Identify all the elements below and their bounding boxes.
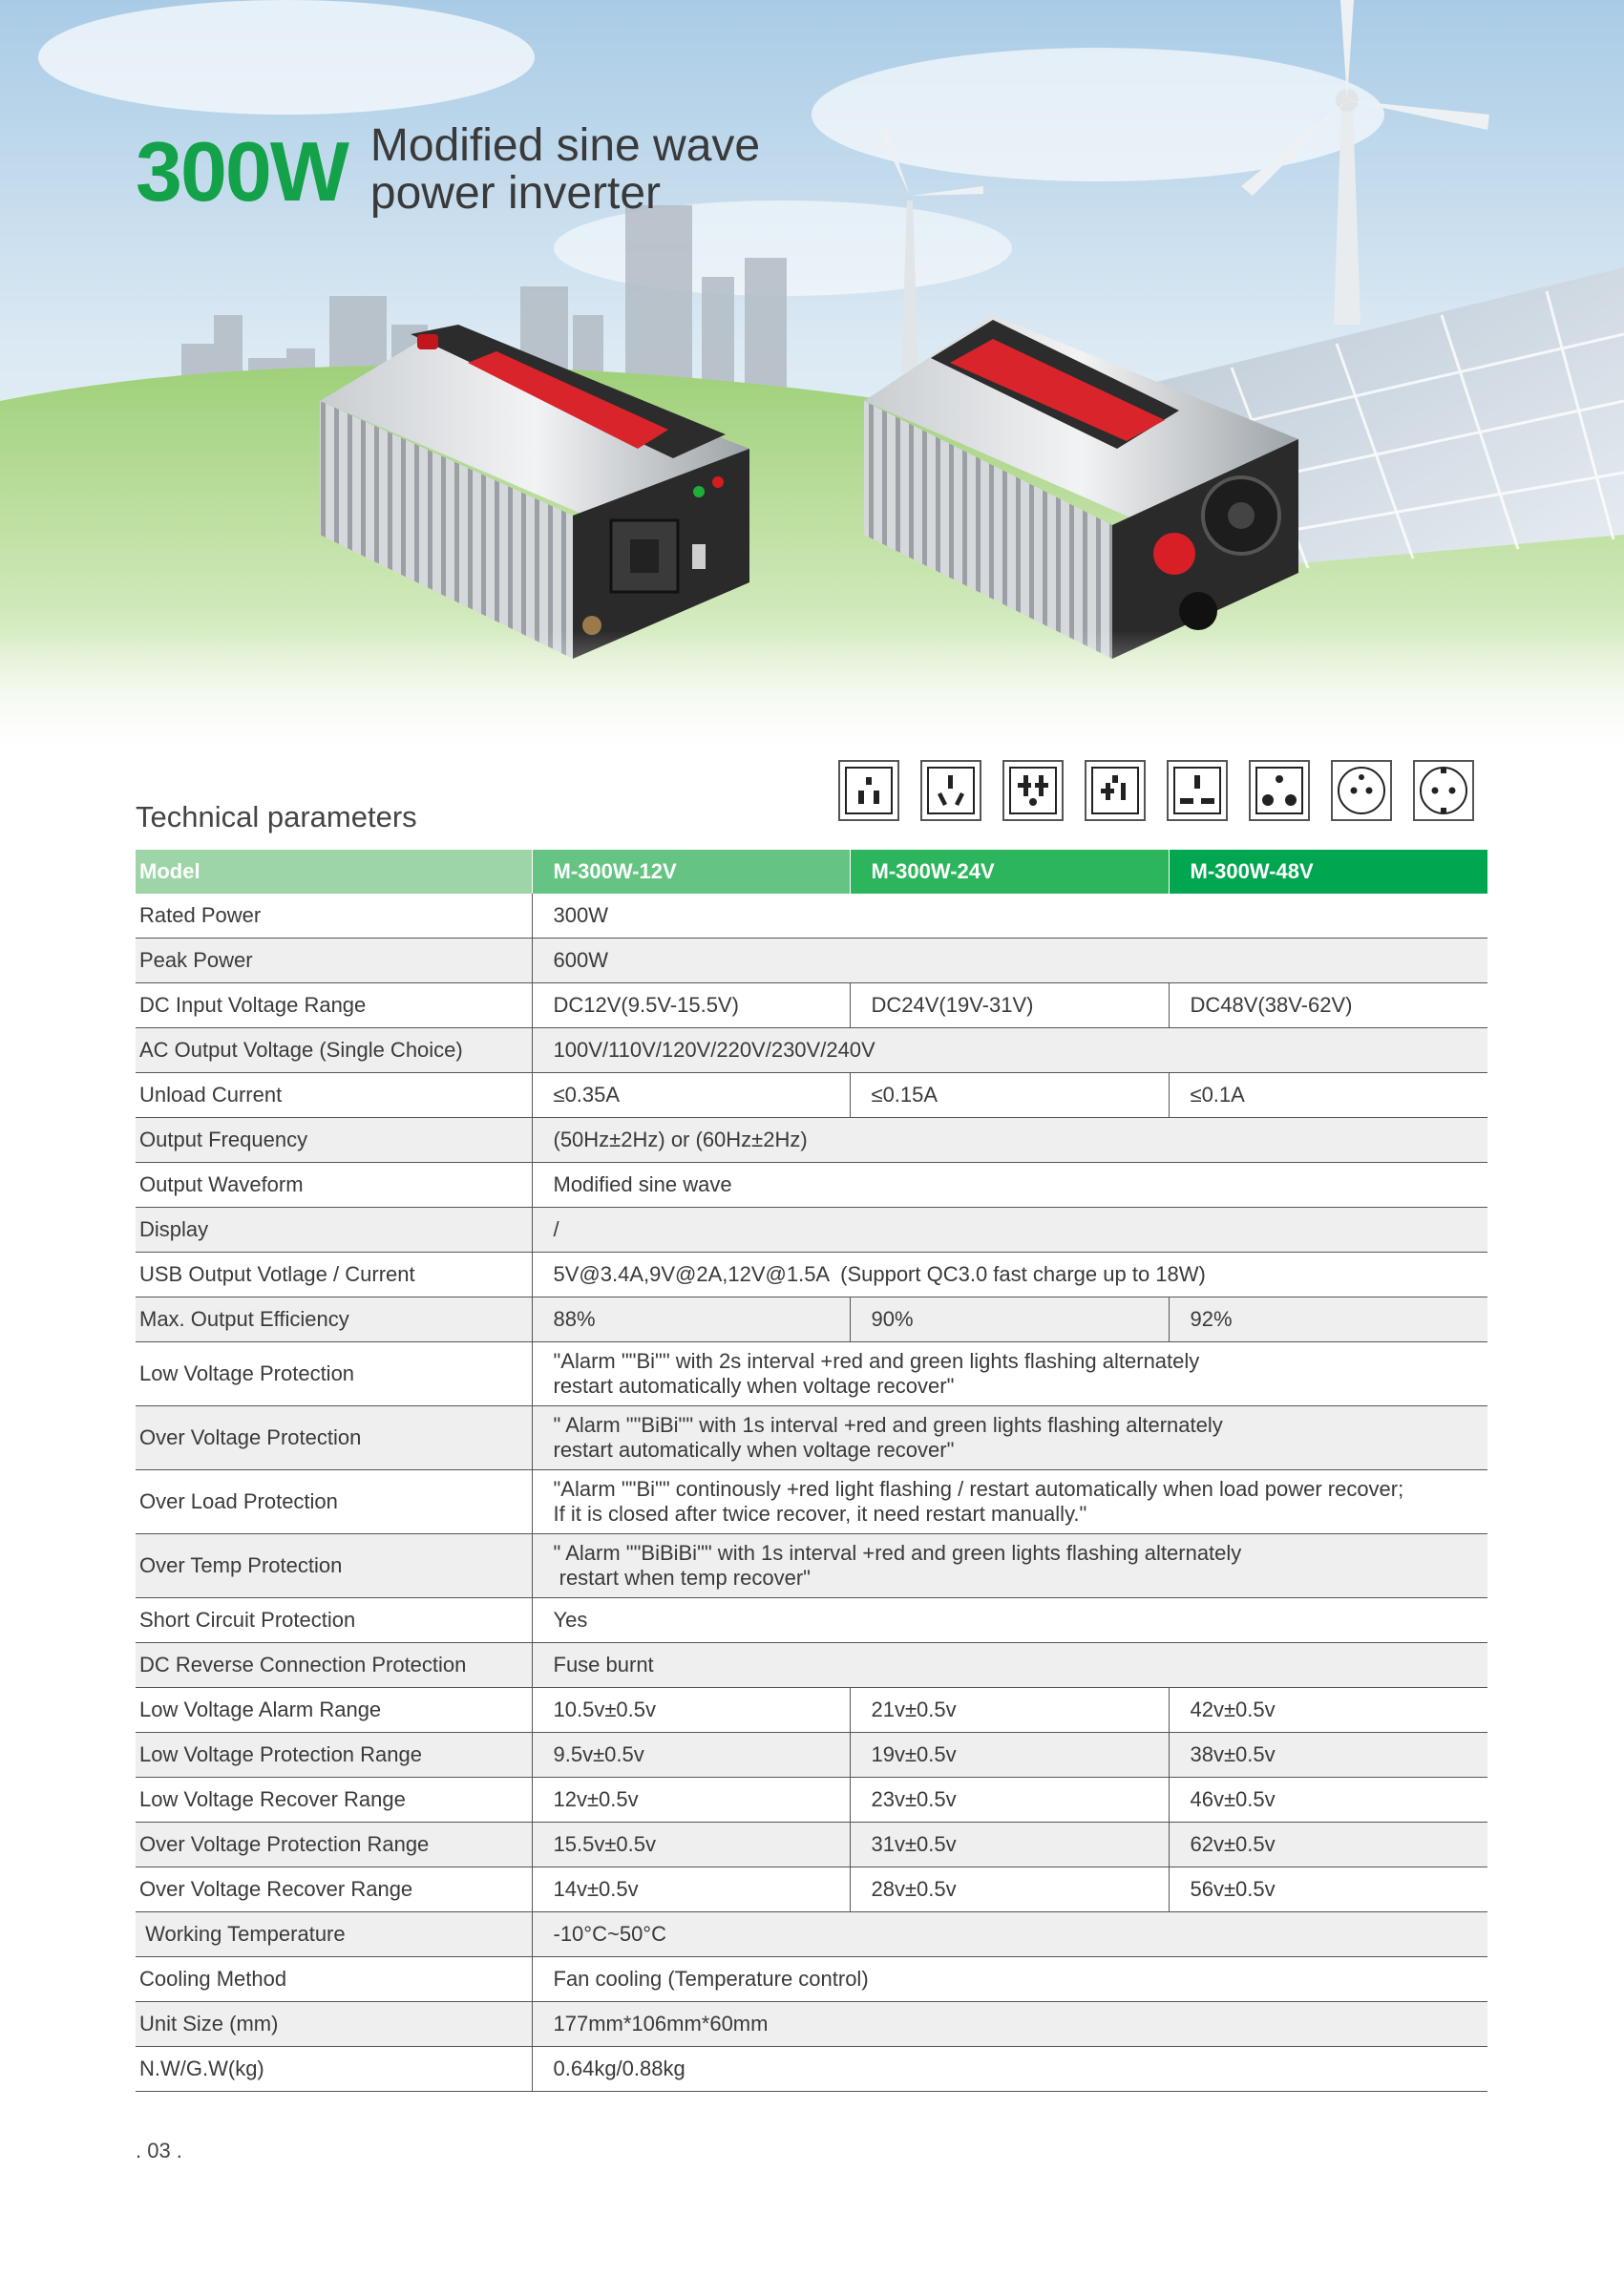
row-value-48v: ≤0.1A — [1169, 1073, 1487, 1118]
table-row — [136, 1598, 1487, 1643]
table-row — [136, 1534, 1487, 1598]
row-label: Max. Output Efficiency — [136, 1297, 532, 1342]
table-row — [136, 1208, 1487, 1253]
row-value — [532, 1470, 1487, 1534]
hero-banner — [0, 0, 1624, 764]
row-value-48v: 62v±0.5v — [1169, 1823, 1487, 1867]
table-row — [136, 1118, 1487, 1163]
table-row — [136, 1163, 1487, 1208]
row-label: Low Voltage Protection Range — [136, 1733, 532, 1778]
row-value: (50Hz±2Hz) or (60Hz±2Hz) — [532, 1118, 1487, 1163]
universal-outlet-icon — [1002, 760, 1064, 821]
row-value-12v: 12v±0.5v — [532, 1778, 850, 1823]
row-value-48v: 42v±0.5v — [1169, 1688, 1487, 1733]
row-value-12v: 15.5v±0.5v — [532, 1823, 850, 1867]
socket-type-icons — [838, 760, 1474, 821]
table-row — [136, 1867, 1487, 1912]
row-value-24v: 19v±0.5v — [850, 1733, 1169, 1778]
table-row — [136, 1073, 1487, 1118]
row-value: 177mm*106mm*60mm — [532, 2002, 1487, 2047]
row-label: Working Temperature — [136, 1912, 532, 1957]
row-value-24v: 21v±0.5v — [850, 1688, 1169, 1733]
hero-title — [136, 122, 810, 218]
spec-table — [136, 850, 1487, 2092]
row-label: Display — [136, 1208, 532, 1253]
row-label: Short Circuit Protection — [136, 1598, 532, 1643]
row-label: AC Output Voltage (Single Choice) — [136, 1028, 532, 1073]
row-value-48v: 56v±0.5v — [1169, 1867, 1487, 1912]
hero-illustration — [0, 0, 1624, 764]
row-value — [532, 1406, 1487, 1470]
header-model: Model — [136, 850, 532, 894]
table-header-row — [136, 850, 1487, 894]
table-row — [136, 1733, 1487, 1778]
table-row — [136, 1643, 1487, 1688]
row-label: Over Voltage Protection — [136, 1406, 532, 1470]
row-value-48v: 46v±0.5v — [1169, 1778, 1487, 1823]
row-value-24v: DC24V(19V-31V) — [850, 983, 1169, 1028]
row-value-12v: 9.5v±0.5v — [532, 1733, 850, 1778]
table-row — [136, 1406, 1487, 1470]
row-value — [532, 1534, 1487, 1598]
row-label: Over Load Protection — [136, 1470, 532, 1534]
row-value-line: restart when temp recover" — [553, 1566, 811, 1590]
row-label: DC Reverse Connection Protection — [136, 1643, 532, 1688]
row-value: Fan cooling (Temperature control) — [532, 1957, 1487, 2002]
table-row — [136, 1957, 1487, 2002]
row-label: Low Voltage Protection — [136, 1342, 532, 1406]
row-value-line: restart automatically when voltage recover" — [553, 1438, 955, 1462]
row-value-12v: ≤0.35A — [532, 1073, 850, 1118]
row-value-24v: 28v±0.5v — [850, 1867, 1169, 1912]
table-row — [136, 1688, 1487, 1733]
row-label: Over Voltage Protection Range — [136, 1823, 532, 1867]
row-value — [532, 1342, 1487, 1406]
row-value: 600W — [532, 939, 1487, 983]
row-value: 300W — [532, 894, 1487, 939]
product-description-line-2: power inverter — [369, 168, 662, 219]
row-label: Output Waveform — [136, 1163, 532, 1208]
table-row — [136, 1470, 1487, 1534]
table-row — [136, 939, 1487, 983]
row-label: Peak Power — [136, 939, 532, 983]
row-value-12v: 10.5v±0.5v — [532, 1688, 850, 1733]
row-value-12v: 14v±0.5v — [532, 1867, 850, 1912]
row-value-line: restart automatically when voltage recover" — [553, 1374, 955, 1398]
table-row — [136, 1912, 1487, 1957]
us-outlet-icon — [838, 760, 899, 821]
row-label: Low Voltage Alarm Range — [136, 1688, 532, 1733]
row-value-12v: 88% — [532, 1297, 850, 1342]
header-m-300w-48v: M-300W-48V — [1169, 850, 1487, 894]
row-label: Output Frequency — [136, 1118, 532, 1163]
three-round-pin-outlet-icon — [1249, 760, 1310, 821]
row-value-24v: ≤0.15A — [850, 1073, 1169, 1118]
universal-outlet-2-icon — [1085, 760, 1146, 821]
row-value: Yes — [532, 1598, 1487, 1643]
table-row — [136, 1342, 1487, 1406]
table-row — [136, 1297, 1487, 1342]
row-value: 5V@3.4A,9V@2A,12V@1.5A (Support QC3.0 fast charge up to 18W) — [532, 1253, 1487, 1297]
row-value-line: "Alarm ""Bi"" with 2s interval +red and green lights flashing alternately — [553, 1349, 1200, 1373]
section-title: Technical parameters — [136, 800, 417, 833]
page-number: . 03 . — [136, 2139, 182, 2162]
table-row — [136, 1778, 1487, 1823]
french-outlet-icon — [1331, 760, 1392, 821]
table-row — [136, 1028, 1487, 1073]
row-value-12v: DC12V(9.5V-15.5V) — [532, 983, 850, 1028]
row-label: USB Output Votlage / Current — [136, 1253, 532, 1297]
row-value: 100V/110V/120V/220V/230V/240V — [532, 1028, 1487, 1073]
row-value-line: If it is closed after twice recover, it need restart manually." — [553, 1502, 1087, 1526]
row-label: Cooling Method — [136, 1957, 532, 2002]
table-row — [136, 2047, 1487, 2092]
row-value: -10°C~50°C — [532, 1912, 1487, 1957]
table-row — [136, 894, 1487, 939]
row-label: Low Voltage Recover Range — [136, 1778, 532, 1823]
row-value: Fuse burnt — [532, 1643, 1487, 1688]
row-value: 0.64kg/0.88kg — [532, 2047, 1487, 2092]
two-pin-outlet-icon — [1167, 760, 1228, 821]
product-description-line-1: Modified sine wave — [369, 120, 761, 171]
row-label: Unit Size (mm) — [136, 2002, 532, 2047]
row-value-line: "Alarm ""Bi"" continously +red light flashing / restart automatically when load power recover; — [553, 1477, 1404, 1501]
row-value-48v: 38v±0.5v — [1169, 1733, 1487, 1778]
row-label: Rated Power — [136, 894, 532, 939]
table-row — [136, 1823, 1487, 1867]
row-label: Over Voltage Recover Range — [136, 1867, 532, 1912]
au-outlet-icon — [920, 760, 981, 821]
table-row — [136, 983, 1487, 1028]
row-value-48v: DC48V(38V-62V) — [1169, 983, 1487, 1028]
table-row — [136, 1253, 1487, 1297]
power-rating: 300W — [136, 124, 348, 219]
row-value-24v: 31v±0.5v — [850, 1823, 1169, 1867]
row-value-24v: 23v±0.5v — [850, 1778, 1169, 1823]
row-label: N.W/G.W(kg) — [136, 2047, 532, 2092]
product-description — [370, 122, 810, 218]
row-label: DC Input Voltage Range — [136, 983, 532, 1028]
schuko-outlet-icon — [1413, 760, 1474, 821]
row-label: Over Temp Protection — [136, 1534, 532, 1598]
row-value: / — [532, 1208, 1487, 1253]
row-label: Unload Current — [136, 1073, 532, 1118]
header-m-300w-12v: M-300W-12V — [532, 850, 850, 894]
row-value-48v: 92% — [1169, 1297, 1487, 1342]
header-m-300w-24v: M-300W-24V — [850, 850, 1169, 894]
row-value-line: " Alarm ""BiBiBi"" with 1s interval +red and green lights flashing alternately — [553, 1541, 1242, 1565]
row-value: Modified sine wave — [532, 1163, 1487, 1208]
table-row — [136, 2002, 1487, 2047]
row-value-24v: 90% — [850, 1297, 1169, 1342]
row-value-line: " Alarm ""BiBi"" with 1s interval +red and green lights flashing alternately — [553, 1413, 1223, 1437]
